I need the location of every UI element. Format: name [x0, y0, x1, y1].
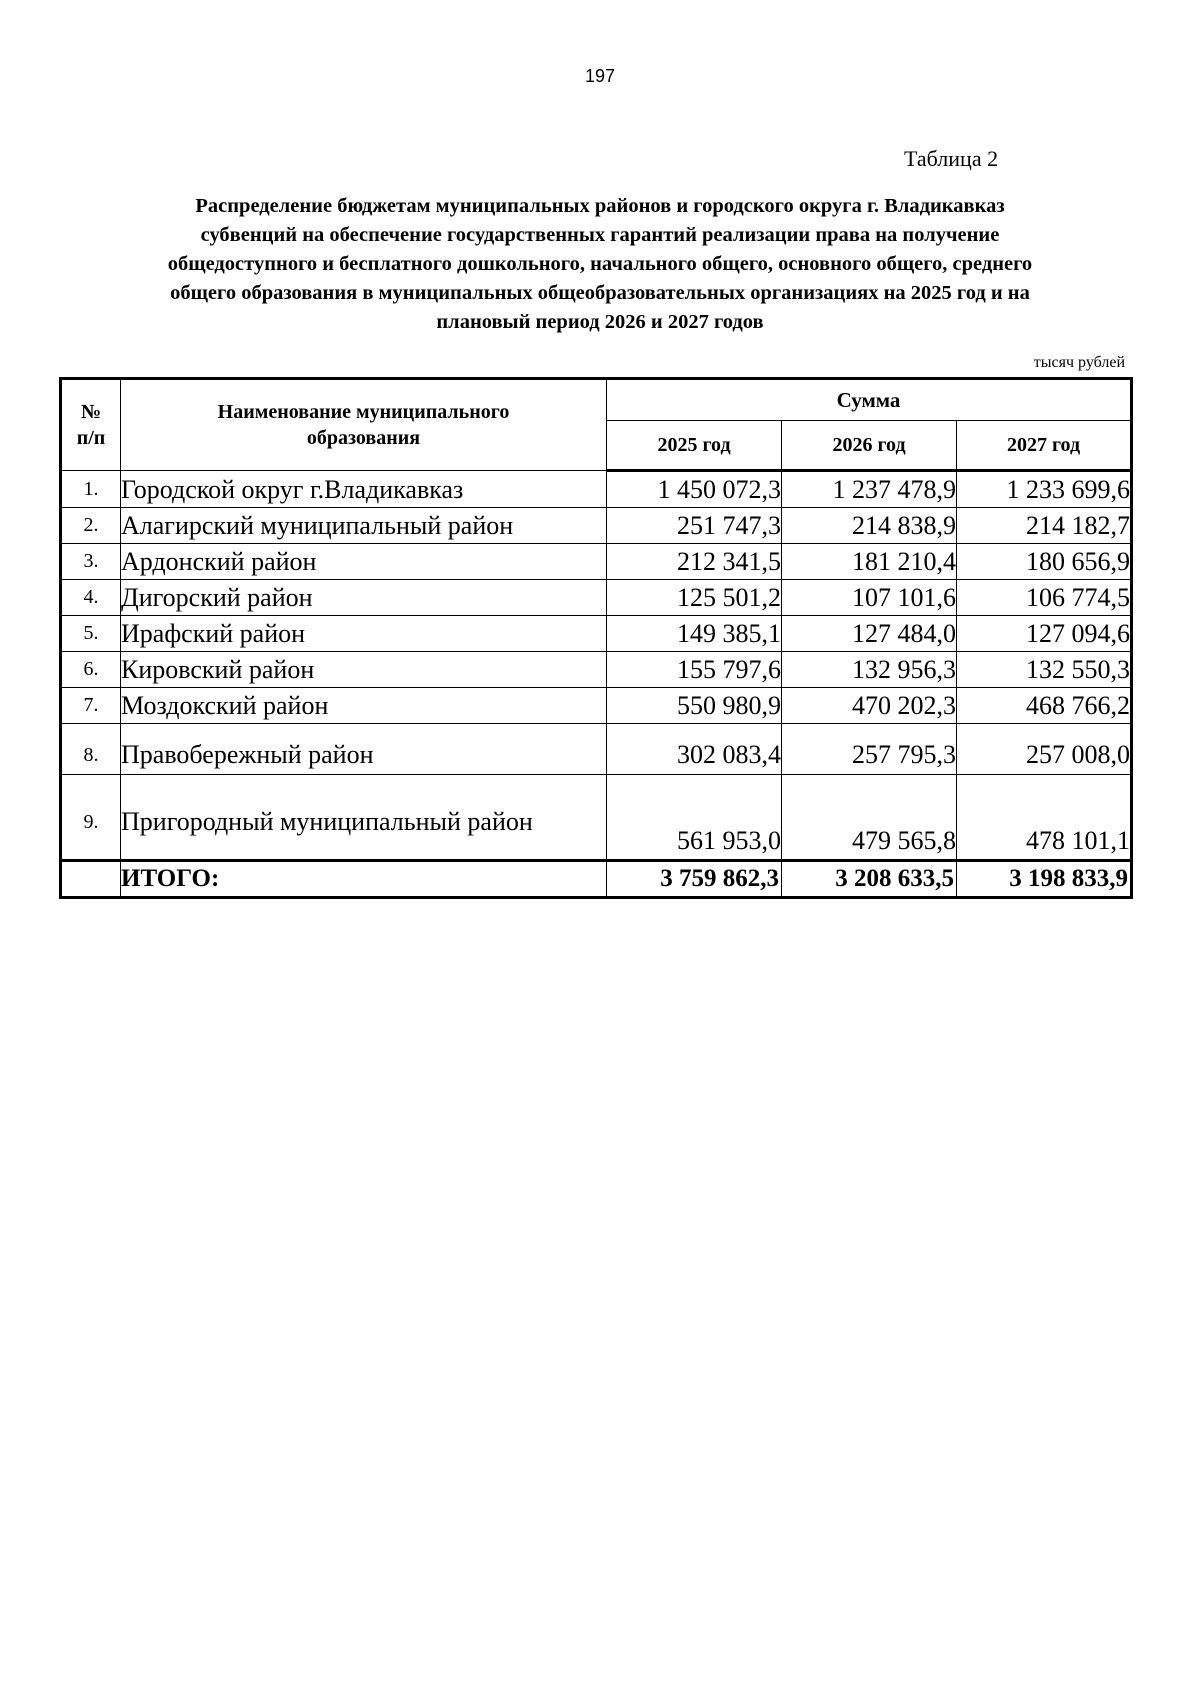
row-value-2027: 127 094,6 — [957, 616, 1132, 652]
row-value-2026: 107 101,6 — [782, 580, 957, 616]
row-name: Моздокский район — [121, 688, 607, 724]
row-value-2027: 180 656,9 — [957, 544, 1132, 580]
title-line: общедоступного и бесплатного дошкольного, начального общего, основного общего, среднего — [167, 253, 1033, 275]
row-number: 7. — [61, 688, 121, 724]
table-row — [61, 544, 1132, 580]
row-value-2026: 1 237 478,9 — [782, 471, 957, 508]
units-label: тысяч рублей — [1033, 354, 1125, 371]
table-row — [61, 724, 1132, 775]
document-title — [70, 192, 1130, 337]
table-label: Таблица 2 — [904, 146, 999, 171]
table-row — [61, 652, 1132, 688]
table-row — [61, 580, 1132, 616]
row-name: Кировский район — [121, 652, 607, 688]
total-value-2025: 3 759 862,3 — [607, 861, 782, 898]
row-value-2027: 468 766,2 — [957, 688, 1132, 724]
header-sum: Сумма — [607, 379, 1132, 421]
row-value-2027: 1 233 699,6 — [957, 471, 1132, 508]
row-value-2026: 132 956,3 — [782, 652, 957, 688]
row-number: 9. — [61, 775, 121, 861]
row-number: 4. — [61, 580, 121, 616]
title-line: субвенций на обеспечение государственных гарантий реализации права на получение — [200, 224, 1000, 246]
row-number: 5. — [61, 616, 121, 652]
page-number: 197 — [584, 66, 616, 86]
row-name: Алагирский муниципальный район — [121, 508, 607, 544]
header-name: Наименование муниципального образования — [121, 379, 607, 471]
row-name: Дигорский район — [121, 580, 607, 616]
row-value-2025: 550 980,9 — [607, 688, 782, 724]
row-value-2026: 479 565,8 — [782, 775, 957, 861]
row-value-2026: 127 484,0 — [782, 616, 957, 652]
row-value-2027: 257 008,0 — [957, 724, 1132, 775]
row-value-2025: 212 341,5 — [607, 544, 782, 580]
total-value-2027: 3 198 833,9 — [957, 861, 1132, 898]
row-value-2025: 155 797,6 — [607, 652, 782, 688]
title-line: Распределение бюджетам муниципальных районов и городского округа г. Владикавказ — [195, 195, 1005, 217]
row-value-2026: 214 838,9 — [782, 508, 957, 544]
total-label: ИТОГО: — [121, 861, 607, 898]
row-value-2026: 470 202,3 — [782, 688, 957, 724]
table-row — [61, 471, 1132, 508]
row-name: Ардонский район — [121, 544, 607, 580]
total-row — [61, 861, 1132, 898]
row-value-2026: 181 210,4 — [782, 544, 957, 580]
row-value-2025: 561 953,0 — [607, 775, 782, 861]
header-year-2027: 2027 год — [957, 421, 1132, 471]
row-value-2027: 132 550,3 — [957, 652, 1132, 688]
row-number: 6. — [61, 652, 121, 688]
header-number: № п/п — [61, 379, 121, 471]
row-name: Пригородный муниципальный район — [121, 775, 607, 861]
row-number: 1. — [61, 471, 121, 508]
row-name: Правобережный район — [121, 724, 607, 775]
header-year-2025: 2025 год — [607, 421, 782, 471]
row-value-2025: 1 450 072,3 — [607, 471, 782, 508]
title-line: общего образования в муниципальных общеобразовательных организациях на 2025 год и на — [170, 282, 1030, 304]
row-name: Ирафский район — [121, 616, 607, 652]
table-row — [61, 688, 1132, 724]
row-value-2027: 214 182,7 — [957, 508, 1132, 544]
title-line: плановый период 2026 и 2027 годов — [436, 311, 764, 333]
header-year-2026: 2026 год — [782, 421, 957, 471]
row-value-2025: 302 083,4 — [607, 724, 782, 775]
row-value-2027: 478 101,1 — [957, 775, 1132, 861]
row-number: 8. — [61, 724, 121, 775]
total-value-2026: 3 208 633,5 — [782, 861, 957, 898]
row-value-2027: 106 774,5 — [957, 580, 1132, 616]
total-number-cell — [61, 861, 121, 898]
row-value-2026: 257 795,3 — [782, 724, 957, 775]
row-number: 2. — [61, 508, 121, 544]
row-number: 3. — [61, 544, 121, 580]
row-value-2025: 251 747,3 — [607, 508, 782, 544]
row-value-2025: 125 501,2 — [607, 580, 782, 616]
budget-table — [59, 377, 1133, 899]
table-row — [61, 508, 1132, 544]
row-value-2025: 149 385,1 — [607, 616, 782, 652]
table-row — [61, 775, 1132, 861]
table-row — [61, 616, 1132, 652]
row-name: Городской округ г.Владикавказ — [121, 471, 607, 508]
